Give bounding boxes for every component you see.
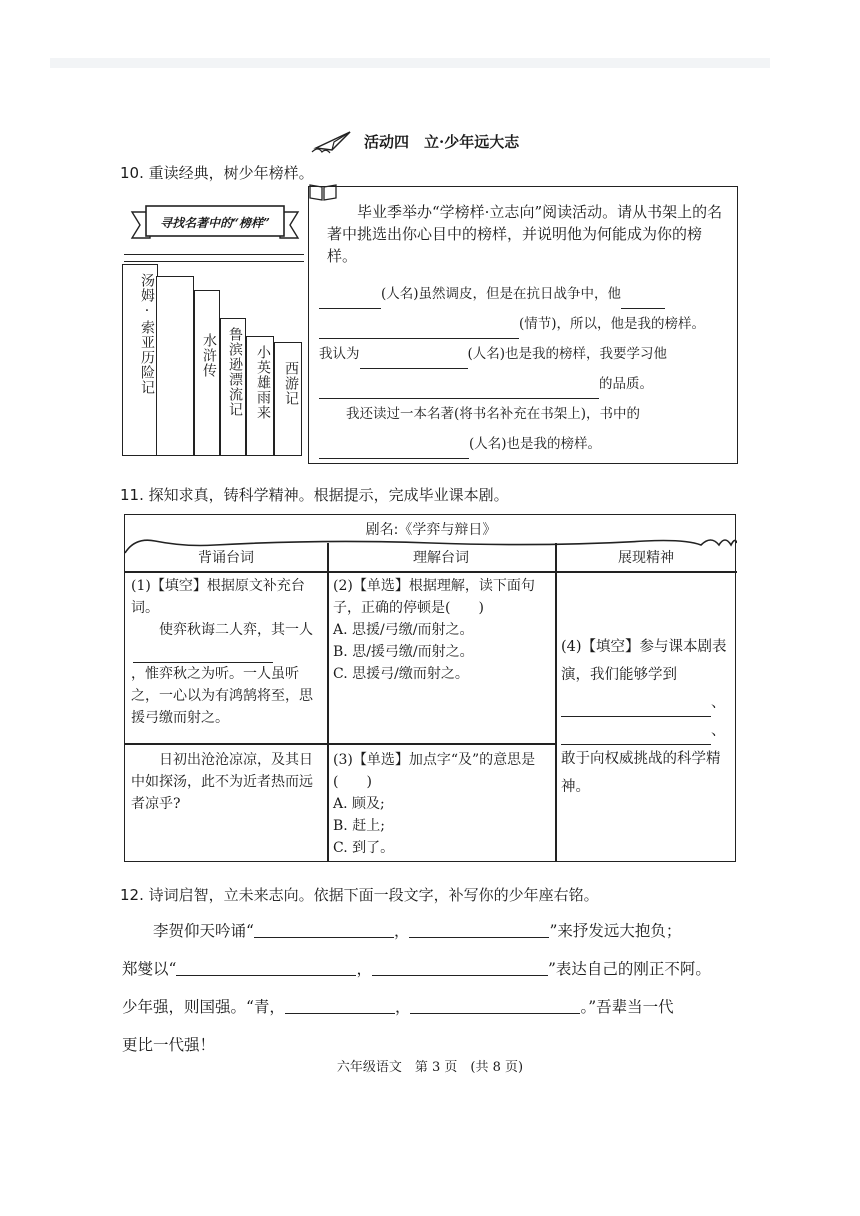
fill-blank-1[interactable] (621, 292, 665, 309)
spirit-blank-1[interactable] (561, 700, 711, 717)
option-c-2[interactable]: C. 到了。 (333, 840, 395, 856)
option-c[interactable]: C. 思援弓/缴而射之。 (333, 666, 469, 682)
book-robinson: 鲁滨逊漂流记 (220, 318, 246, 456)
book-tom-sawyer: 汤姆·索亚历险记 (122, 264, 158, 456)
option-b[interactable]: B. 思/援弓缴/而射之。 (333, 644, 474, 660)
q10-line3: 我认为 (人名)也是我的榜样，我要学习他 (319, 339, 729, 369)
q12-title: 12. 诗词启智，立未来志向。依据下面一段文字，补写你的少年座右铭。 (120, 886, 599, 904)
understand-cell-2: (3)【单选】加点字“及”的意思是( ) A. 顾及; B. 赶上; C. 到了。 (333, 749, 551, 859)
q12-body: 李贺仰天吟诵“ ， ”来抒发远大抱负； 郑燮以“ ， ”表达自己的刚正不阿。 少年强，则国强。“青， ， 。”吾辈当一代 更比一代强！ (122, 912, 742, 1064)
top-band (50, 58, 770, 68)
motto-blank-6[interactable] (410, 993, 580, 1014)
recite-blank[interactable] (133, 646, 273, 663)
name-blank-3[interactable] (319, 442, 469, 459)
book-little-hero: 小英雄雨来 (246, 336, 274, 456)
q10-line6: (人名)也是我的榜样。 (319, 429, 729, 459)
header-understand: 理解台词 (413, 550, 469, 566)
play-title: 剧名:《学弈与辩日》 (365, 522, 497, 538)
book-water-margin: 水浒传 (194, 290, 220, 456)
activity-header (310, 126, 570, 156)
spirit-blank-2[interactable] (561, 728, 711, 745)
header-spirit: 展现精神 (618, 550, 674, 566)
option-a-2[interactable]: A. 顾及; (333, 796, 385, 812)
q10-title: 10. 重读经典，树少年榜样。 (120, 164, 314, 182)
motto-blank-1[interactable] (254, 917, 394, 938)
option-b-2[interactable]: B. 赶上; (333, 818, 385, 834)
banner-text: 寻找名著中的“榜样” (160, 216, 270, 230)
script-table (124, 514, 736, 862)
option-a[interactable]: A. 思援/弓缴/而射之。 (333, 622, 474, 638)
motto-blank-4[interactable] (372, 955, 548, 976)
recite-cell-2: 日初出沧沧凉凉，及其日中如探汤，此不为近者热而远者凉乎? (131, 752, 313, 812)
q10-line2: (情节)，所以，他是我的榜样。 (319, 309, 729, 339)
plot-blank[interactable] (319, 322, 519, 339)
page-footer: 六年级语文 第 3 页 (共 8 页) (336, 1060, 524, 1075)
q10-line5: 我还读过一本名著(将书名补充在书架上)，书中的 (346, 406, 641, 422)
quality-blank[interactable] (319, 382, 599, 399)
activity-title: 活动四 立·少年远大志 (364, 132, 520, 151)
motto-blank-3[interactable] (176, 955, 356, 976)
header-recite: 背诵台词 (198, 550, 254, 566)
paper-plane-icon (310, 128, 356, 154)
understand-cell-1: (2)【单选】根据理解，读下面句子，正确的停顿是( ) A. 思援/弓缴/而射之。 B. 思/援弓缴/而射之。 C. 思援弓/缴而射之。 (333, 575, 551, 685)
q10-line1: (人名)虽然调皮，但是在抗日战争中，他 (319, 279, 729, 309)
name-blank-2[interactable] (360, 352, 468, 369)
q10-intro: 毕业季举办“学榜样·立志向”阅读活动。请从书架上的名著中挑选出你心目中的榜样，并说明他为何能成为你的榜样。 (327, 203, 723, 265)
motto-blank-5[interactable] (285, 993, 395, 1014)
q10-line4: 的品质。 (319, 369, 729, 399)
name-blank-1[interactable] (319, 292, 381, 309)
book-blank (156, 276, 194, 456)
book-journey-west: 西游记 (274, 342, 302, 456)
recite-cell-1: (1)【填空】根据原文补充台词。 使弈秋诲二人弈，其一人 ，惟弈秋之为听。一人虽听之，一心以为有鸿鹄将至，思援弓缴而射之。 (131, 578, 313, 726)
spirit-cell: (4)【填空】参与课本剧表演，我们能够学到 、 、 敢于向权威挑战的科学精神。 (561, 639, 727, 795)
motto-blank-2[interactable] (409, 917, 549, 938)
shelf-top (124, 254, 304, 262)
q11-title: 11. 探知求真，铸科学精神。根据提示，完成毕业课本剧。 (120, 486, 509, 504)
q10-answer-box (308, 186, 738, 464)
bookshelf-illustration (120, 192, 310, 462)
